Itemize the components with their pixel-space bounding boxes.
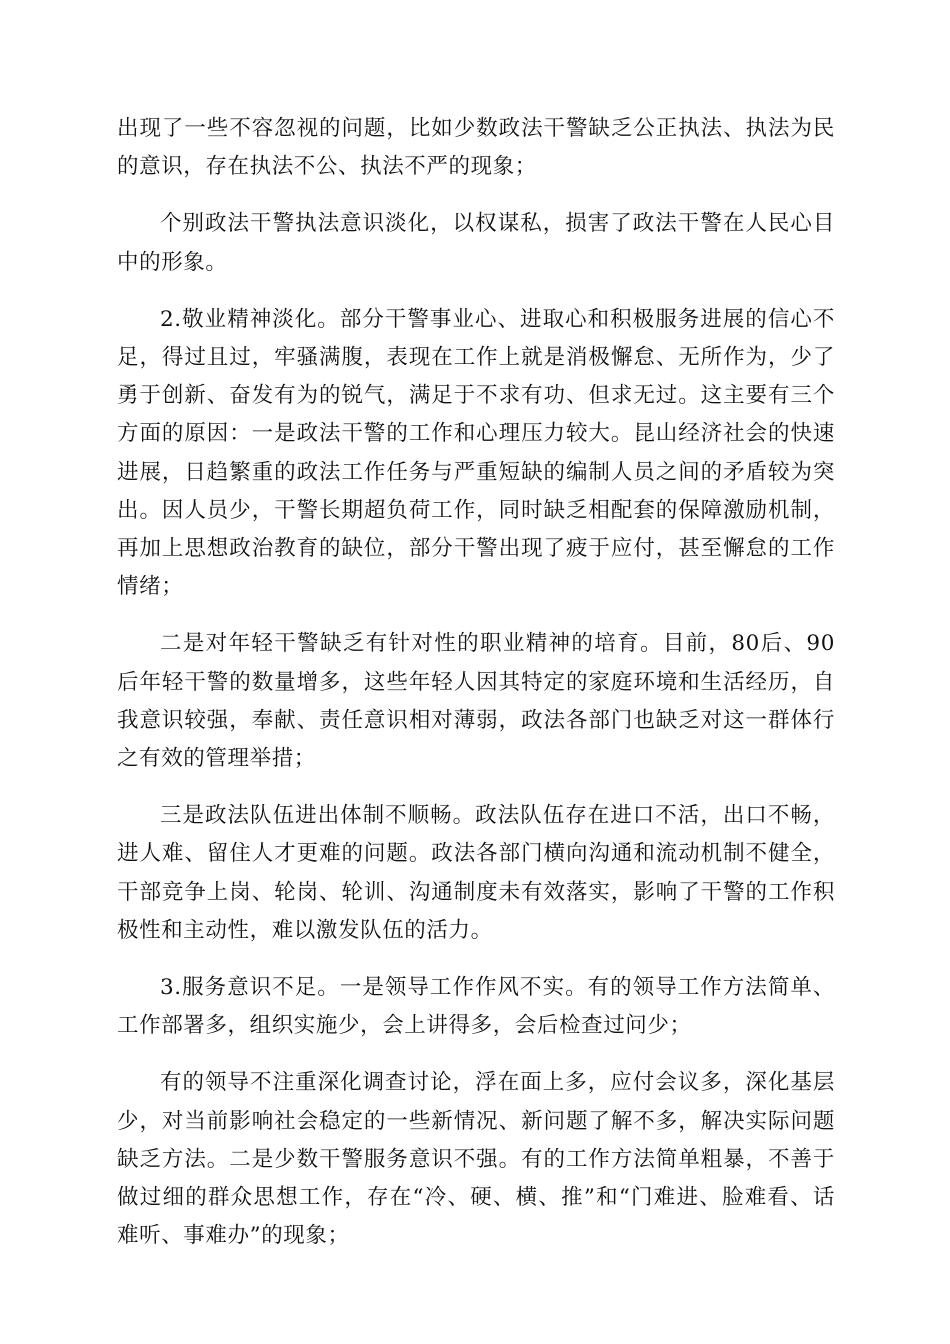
paragraph-2: 个别政法干警执法意识淡化，以权谋私，损害了政法干警在人民心目中的形象。 (117, 211, 835, 275)
paragraph-3: 2.敬业精神淡化。部分干警事业心、进取心和积极服务进展的信心不足，得过且过，牢骚满腹，表现在工作上就是消极懈怠、无所作为，少了勇于创新、奋发有为的锐气，满足于不求有功、但求无过。这主要有三个方面的原因：一是政法干警的工作和心理压力较大。昆山经济社会的快速进展，日趋繁重的政法工作任务与严重短缺的编制人员之间的矛盾较为突出。因人员少，干警长期超负荷工作，同时缺乏相配套的保障激励机制，再加上思想政治教育的缺位，部分干警出现了疲于应付，甚至懈怠的工作情绪； (117, 306, 835, 600)
paragraph-5: 三是政法队伍进出体制不顺畅。政法队伍存在进口不活，出口不畅，进人难、留住人才更难的问题。政法各部门横向沟通和流动机制不健全，干部竞争上岗、轮岗、轮训、沟通制度未有效落实，影响了干警的工作积极性和主动性，难以激发队伍的活力。 (117, 803, 835, 943)
paragraph-7: 有的领导不注重深化调查讨论，浮在面上多，应付会议多，深化基层少，对当前影响社会稳定的一些新情况、新问题了解不多，解决实际问题缺乏方法。二是少数干警服务意识不强。有的工作方法简单粗暴，不善于做过细的群众思想工作，存在“冷、硬、横、推”和“门难进、脸难看、话难听、事难办”的现象； (117, 1070, 835, 1249)
paragraph-4: 二是对年轻干警缺乏有针对性的职业精神的培育。目前，80后、90后年轻干警的数量增多，这些年轻人因其特定的家庭环境和生活经历，自我意识较强，奉献、责任意识相对薄弱，政法各部门也缺乏对这一群体行之有效的管理举措； (117, 631, 835, 772)
paragraph-6: 3.服务意识不足。一是领导工作作风不实。有的领导工作方法简单、工作部署多，组织实施少，会上讲得多，会后检查过问少； (117, 975, 835, 1039)
paragraph-1: 出现了一些不容忽视的问题，比如少数政法干警缺乏公正执法、执法为民的意识，存在执法不公、执法不严的现象； (117, 116, 835, 180)
document-body (117, 110, 835, 1274)
